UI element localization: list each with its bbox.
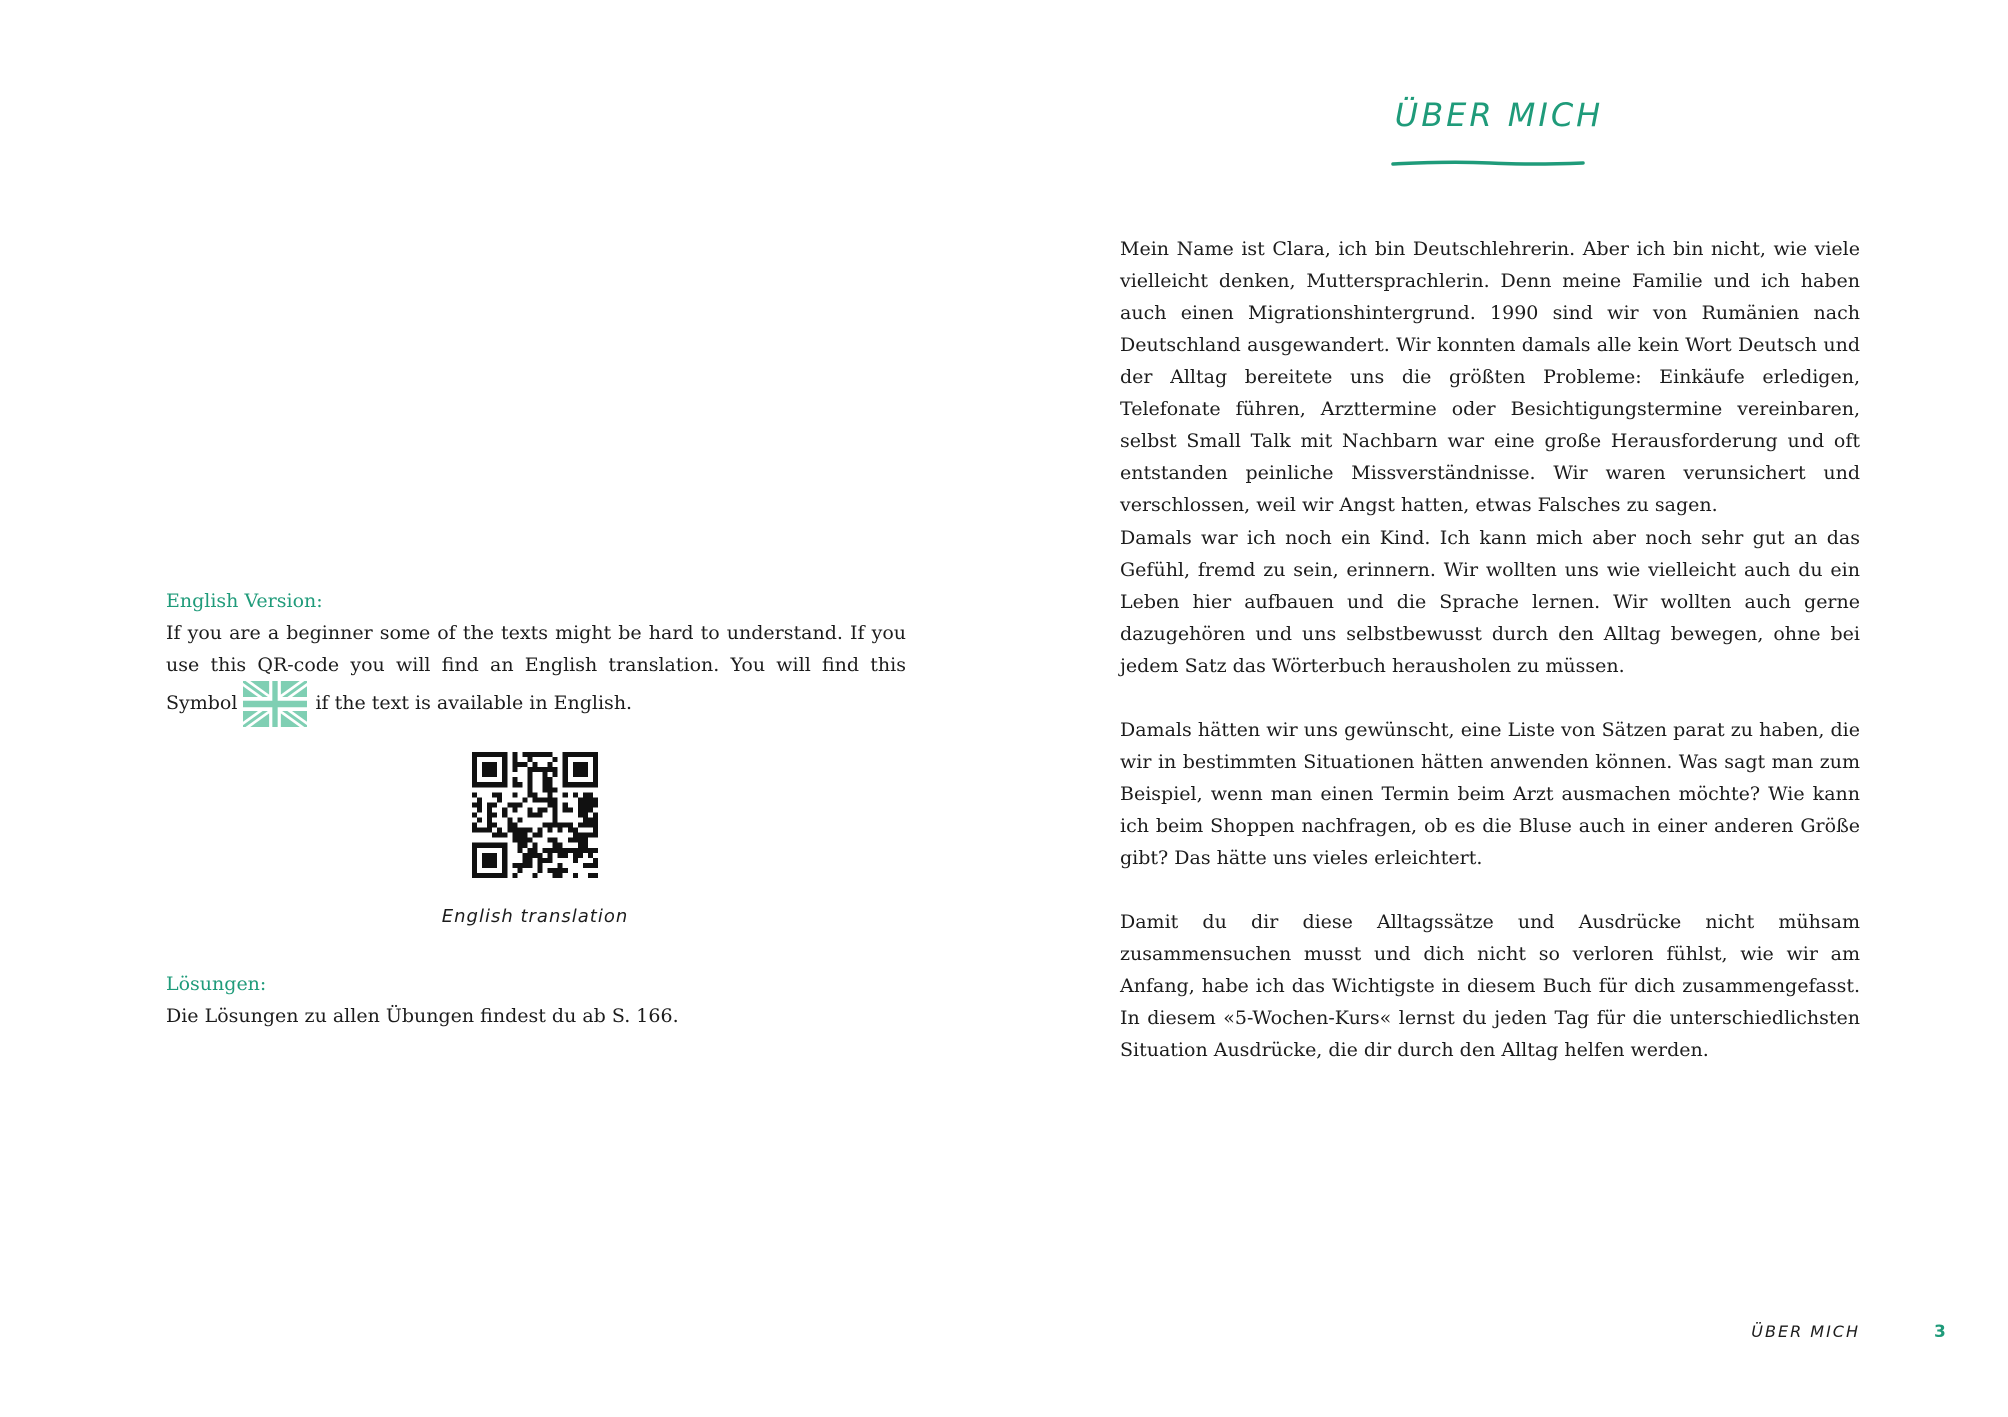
- english-version-text-end: if the text is available in English.: [315, 692, 633, 714]
- english-version-section: [166, 585, 906, 727]
- page-number: 3: [1934, 1322, 1946, 1342]
- paragraph-4: Damit du dir diese Alltagssätze und Ausdrücke nicht mühsam zusammensuchen musst und dich nicht so verloren fühlst, wie wir am Anfang, habe ich das Wichtigste in diesem Buch für dich zusammengefasst. In diesem «5-Wochen-Kurs« lernst du jeden Tag für die unterschiedlichsten Situation Ausdrücke, die dir durch den Alltag helfen werden.: [1120, 911, 1860, 1061]
- solutions-heading: Lösungen:: [166, 973, 267, 995]
- solutions-section: [166, 968, 906, 1032]
- right-page: [1004, 0, 2008, 1417]
- paragraph-1: Mein Name ist Clara, ich bin Deutschlehrerin. Aber ich bin nicht, wie viele vielleicht denken, Muttersprachlerin. Denn meine Familie und ich haben auch einen Migrationshintergrund. 1990 sind wir von Rumänien nach Deutschland ausgewandert. Wir konnten damals alle kein Wort Deutsch und der Alltag bereitete uns die größten Probleme: Einkäufe erledigen, Telefonate führen, Arzttermine oder Besichtigungstermine vereinbaren, selbst Small Talk mit Nachbarn war eine große Herausforderung und oft entstanden peinliche Missverständnisse. Wir waren verunsichert und verschlossen, weil wir Angst hatten, etwas Falsches zu sagen.: [1120, 238, 1860, 516]
- title-underline: [1390, 158, 1586, 168]
- qr-caption: English translation: [441, 906, 629, 927]
- footer-section-label: ÜBER MICH: [1751, 1322, 1860, 1341]
- solutions-text: Die Lösungen zu allen Übungen findest du ab S. 166.: [166, 1005, 679, 1027]
- page-title: ÜBER MICH: [1394, 96, 1604, 134]
- english-version-heading: English Version:: [166, 590, 323, 612]
- uk-flag-icon: [243, 681, 307, 727]
- qr-code[interactable]: [472, 752, 598, 878]
- paragraph-3: Damals hätten wir uns gewünscht, eine Liste von Sätzen parat zu haben, die wir in bestimmten Situationen hätten anwenden können. Was sagt man zum Beispiel, wenn man einen Termin beim Arzt ausmachen möchte? Wie kann ich beim Shoppen nachfragen, ob es die Bluse auch in einer anderen Größe gibt? Das hätte uns vieles erleichtert.: [1120, 719, 1860, 869]
- english-version-text-start: If you are a beginner some of the texts might be hard to understand. If you use this QR-code you will find an English translation. You will find this Symbol: [166, 622, 906, 714]
- english-version-text: [166, 617, 906, 727]
- paragraph-2: Damals war ich noch ein Kind. Ich kann mich aber noch sehr gut an das Gefühl, fremd zu sein, erinnern. Wir wollten uns wie vielleicht auch du ein Leben hier aufbauen und die Sprache lernen. Wir wollten auch gerne dazugehören und uns selbstbewusst durch den Alltag bewegen, ohne bei jedem Satz das Wörterbuch herausholen zu müssen.: [1120, 527, 1860, 677]
